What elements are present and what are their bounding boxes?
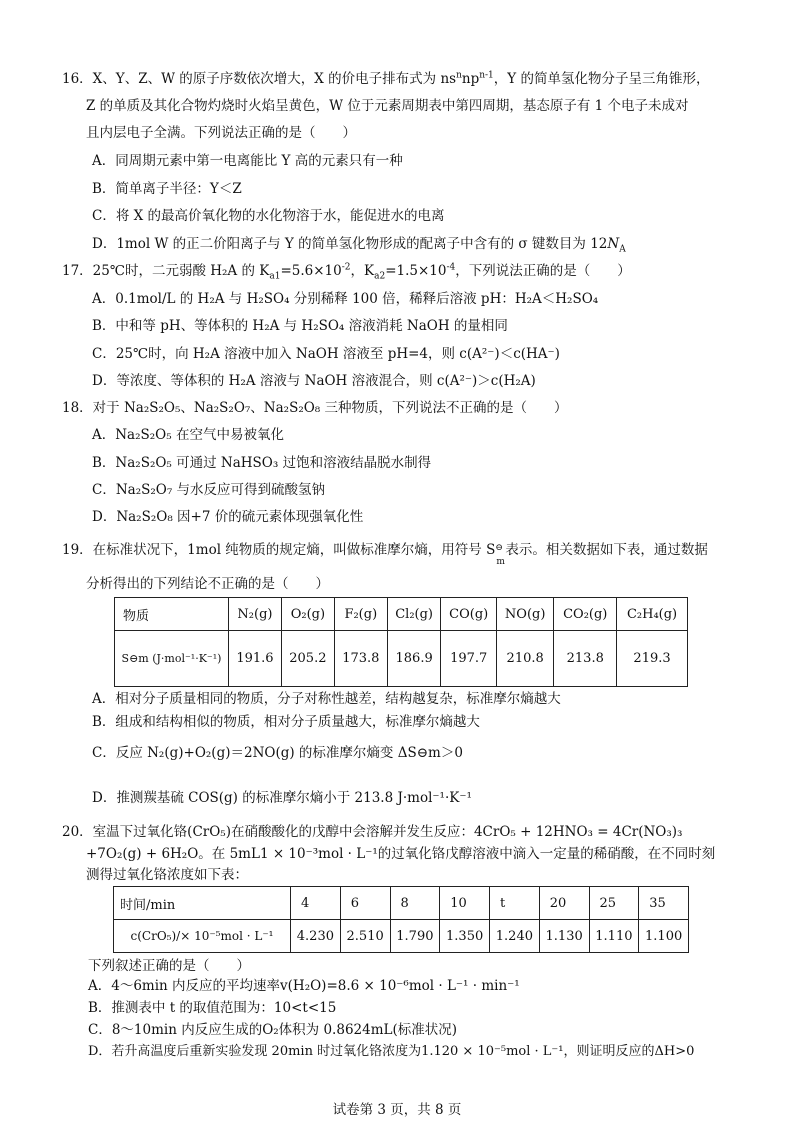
table-cell: 时间/min [114, 887, 291, 920]
table-cell: t [490, 887, 540, 920]
q16-stem-line3: 且内层电子全满。下列说法正确的是（ ） [86, 125, 356, 141]
table-cell: 4.230 [291, 920, 341, 953]
table-cell: c(CrO₅)/× 10⁻⁵mol · L⁻¹ [114, 920, 291, 953]
table-cell: 4 [291, 887, 341, 920]
table-cell: 2.510 [340, 920, 390, 953]
q17-option-b: B．中和等 pH、等体积的 H₂A 与 H₂SO₄ 溶液消耗 NaOH 的量相同 [92, 318, 508, 334]
q17-option-d: D．等浓度、等体积的 H₂A 溶液与 NaOH 溶液混合，则 c(A²⁻)＞c(H₂A) [92, 373, 536, 389]
q19-stem-line1: 19．在标准状况下，1mol 纯物质的规定熵，叫做标准摩尔熵，用符号 S ⊖ m 表示。相关数据如下表，通过数据 [62, 542, 708, 567]
table-cell: 1.110 [589, 920, 639, 953]
table-cell: 20 [539, 887, 589, 920]
q19-option-d: D．推测羰基硫 COS(g) 的标准摩尔熵小于 213.8 J·mol⁻¹·K⁻¹ [92, 790, 472, 806]
table-cell: 1.130 [539, 920, 589, 953]
table-row [115, 631, 688, 687]
table-cell: 1.790 [390, 920, 440, 953]
q20-prompt: 下列叙述正确的是（ ） [88, 958, 250, 974]
q16-option-a: A．同周期元素中第一电离能比 Y 高的元素只有一种 [92, 153, 403, 169]
q18-option-a: A．Na₂S₂O₅ 在空气中易被氧化 [92, 427, 284, 443]
table-cell: C₂H₄(g) [617, 598, 688, 631]
table-cell: O₂(g) [281, 598, 334, 631]
table-cell: CO₂(g) [554, 598, 617, 631]
q20-stem-line1: 20．室温下过氧化铬(CrO₅)在硝酸酸化的戊醇中会溶解并发生反应：4CrO₅ + 12HNO₃ = 4Cr(NO₃)₃ [62, 824, 683, 840]
table-cell: 1.350 [440, 920, 490, 953]
q20-stem-line3: 测得过氧化铬浓度如下表： [86, 867, 248, 883]
q17-stem: 17．25℃时，二元弱酸 H₂A 的 $K_{a1}=5.6\times 10^{-2}$，$K_{a2}=1.5\times 10^{-4}$，下列说法正确的是（ ） [62, 262, 631, 282]
table-cell: Cl₂(g) [387, 598, 441, 631]
q20-concentration-table [113, 886, 689, 953]
table-cell: S⊖m (J·mol⁻¹·K⁻¹) [115, 631, 229, 687]
table-row [114, 920, 689, 953]
q17-option-a: A．0.1mol/L 的 H₂A 与 H₂SO₄ 分别稀释 100 倍，稀释后溶液 pH：H₂A＜H₂SO₄ [92, 291, 599, 307]
table-cell: F₂(g) [334, 598, 387, 631]
table-cell: 205.2 [281, 631, 334, 687]
q20-option-c: C．8～10min 内反应生成的O₂体积为 0.8624mL(标准状况) [88, 1022, 458, 1038]
table-cell: NO(g) [496, 598, 553, 631]
q20-option-b: B．推测表中 t 的取值范围为：10<t<15 [88, 1000, 337, 1016]
table-cell: 219.3 [617, 631, 688, 687]
q16-option-d: D．1mol W 的正二价阳离子与 Y 的简单氢化物形成的配离子中含有的 σ 键数目为 $12N_A$ [92, 236, 626, 255]
table-cell: 186.9 [387, 631, 441, 687]
q19-stem-line2: 分析得出的下列结论不正确的是（ ） [86, 576, 329, 592]
q19-entropy-table [114, 597, 688, 687]
table-cell: 物质 [115, 598, 229, 631]
q20-option-a: A．4～6min 内反应的平均速率v(H₂O)=8.6 × 10⁻⁶mol · L⁻¹ · min⁻¹ [88, 978, 520, 994]
q16-option-c: C．将 X 的最高价氧化物的水化物溶于水，能促进水的电离 [92, 208, 445, 224]
q20-option-d: D．若升高温度后重新实验发现 20min 时过氧化铬浓度为1.120 × 10⁻⁵mol · L⁻¹，则证明反应的ΔH>0 [88, 1044, 695, 1059]
table-cell: 8 [390, 887, 440, 920]
table-cell: 25 [589, 887, 639, 920]
q18-option-d: D．Na₂S₂O₈ 因+7 价的硫元素体现强氧化性 [92, 509, 364, 525]
table-cell: 213.8 [554, 631, 617, 687]
q18-option-b: B．Na₂S₂O₅ 可通过 NaHSO₃ 过饱和溶液结晶脱水制得 [92, 455, 432, 471]
q19-option-a: A．相对分子质量相同的物质，分子对称性越差，结构越复杂，标准摩尔熵越大 [92, 691, 561, 707]
q20-stem-line2: +7O₂(g) + 6H₂O。在 5mL1 × 10⁻³mol · L⁻¹的过氧化铬戊醇溶液中滴入一定量的稀硝酸，在不同时刻 [86, 846, 716, 862]
table-cell: 191.6 [229, 631, 282, 687]
table-cell: 210.8 [496, 631, 553, 687]
q19-option-c: C．反应 N₂(g)+O₂(g)＝2NO(g) 的标准摩尔熵变 ΔS⊖m＞0 [92, 745, 463, 761]
table-cell: 1.240 [490, 920, 540, 953]
table-cell: CO(g) [441, 598, 496, 631]
table-cell: 10 [440, 887, 490, 920]
table-cell: 1.100 [639, 920, 689, 953]
q18-stem: 18．对于 Na₂S₂O₅、Na₂S₂O₇、Na₂S₂O₈ 三种物质，下列说法不正确的是（ ） [62, 400, 568, 416]
q16-stem-line1: 16．X、Y、Z、W 的原子序数依次增大，X 的价电子排布式为 $ns^nnp^{n-1}$，Y 的简单氢化物分子呈三角锥形， [62, 70, 710, 87]
page-footer: 试卷第 3 页，共 8 页 [332, 1102, 462, 1118]
table-cell: 35 [639, 887, 689, 920]
q16-option-b: B．简单离子半径：Y＜Z [92, 181, 242, 197]
q18-option-c: C．Na₂S₂O₇ 与水反应可得到硫酸氢钠 [92, 482, 326, 498]
table-header-row [114, 887, 689, 920]
table-cell: 6 [340, 887, 390, 920]
table-cell: 173.8 [334, 631, 387, 687]
q19-option-b: B．组成和结构相似的物质，相对分子质量越大，标准摩尔熵越大 [92, 714, 480, 730]
q17-option-c: C．25℃时，向 H₂A 溶液中加入 NaOH 溶液至 pH=4，则 c(A²⁻)＜c(HA⁻) [92, 346, 560, 362]
table-header-row [115, 598, 688, 631]
q16-stem-line2: Z 的单质及其化合物灼烧时火焰呈黄色，W 位于元素周期表中第四周期，基态原子有 1 个电子未成对 [86, 98, 689, 114]
table-cell: N₂(g) [229, 598, 282, 631]
table-cell: 197.7 [441, 631, 496, 687]
